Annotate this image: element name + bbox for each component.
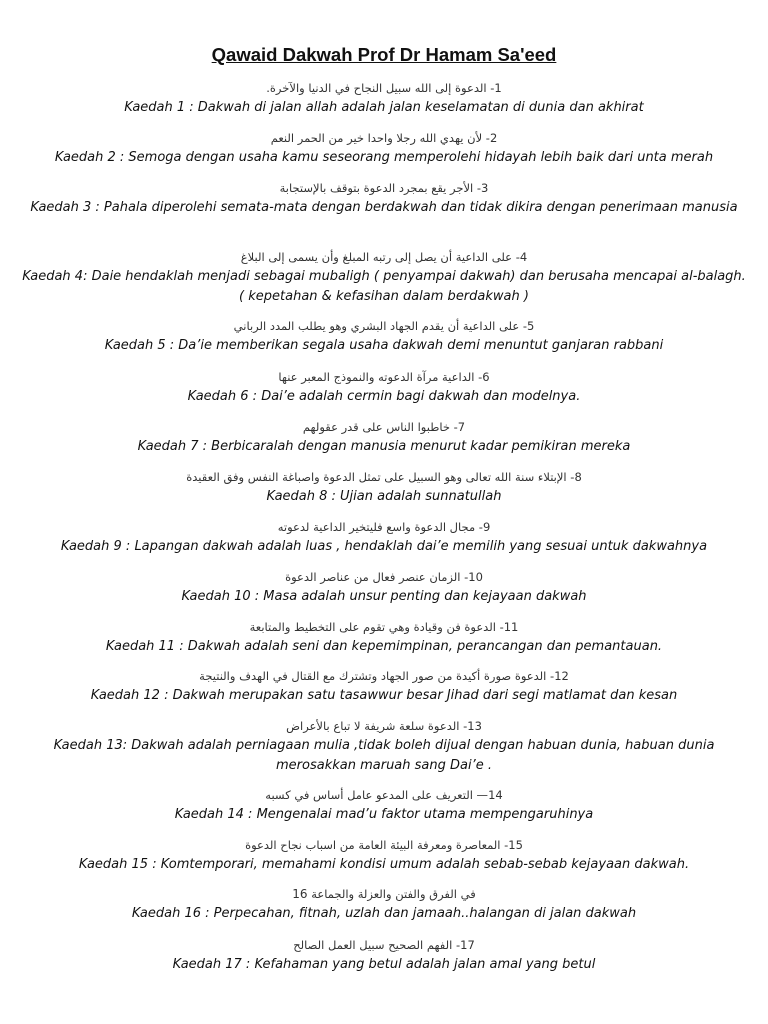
rule-malay: Kaedah 3 : Pahala diperolehi semata-mata dengan berdakwah dan tidak dikira dengan penerimaan manusia — [30, 200, 738, 215]
rule-11 — [20, 619, 748, 657]
rule-10 — [20, 569, 748, 607]
rule-12 — [20, 668, 748, 706]
rule-arabic: 5- على الداعية أن يقدم الجهاد البشري وهو يطلب المدد الرباني — [233, 319, 535, 333]
rule-malay: Kaedah 16 : Perpecahan, fitnah, uzlah dan jamaah..halangan di jalan dakwah — [131, 906, 637, 921]
rule-malay: Kaedah 8 : Ujian adalah sunnatullah — [266, 489, 502, 504]
rule-arabic: 2- لأن يهدي الله رجلا واحدا خير من الحمر النعم — [270, 131, 498, 145]
rule-14 — [20, 787, 748, 825]
rule-malay: Kaedah 7 : Berbicaralah dengan manusia menurut kadar pemikiran mereka — [137, 439, 631, 454]
rule-malay: Kaedah 6 : Dai’e adalah cermin bagi dakwah dan modelnya. — [187, 389, 581, 404]
rule-malay: Kaedah 5 : Da’ie memberikan segala usaha dakwah demi menuntut ganjaran rabbani — [104, 338, 664, 353]
rule-16 — [20, 886, 748, 924]
rule-malay: Kaedah 11 : Dakwah adalah seni dan kepemimpinan, perancangan dan pemantauan. — [105, 639, 663, 654]
rule-arabic: 14— التعريف على المدعو عامل أساس في كسبه — [265, 788, 503, 802]
rule-malay: Kaedah 2 : Semoga dengan usaha kamu seseorang memperolehi hidayah lebih baik dari unta merah — [54, 150, 714, 165]
rule-malay: Kaedah 10 : Masa adalah unsur penting dan kejayaan dakwah — [181, 589, 587, 604]
rule-5 — [20, 318, 748, 356]
rule-number: 16 — [292, 887, 308, 901]
rule-6 — [20, 369, 748, 407]
rule-15 — [20, 837, 748, 875]
rule-8 — [20, 469, 748, 507]
rule-malay: Kaedah 4: Daie hendaklah menjadi sebagai mubaligh ( penyampai dakwah) dan berusaha mencapai al-balagh. ( kepetahan & kefasihan dalam berdakwah ) — [22, 269, 746, 304]
rule-malay: Kaedah 15 : Komtemporari, memahami kondisi umum adalah sebab-sebab kejayaan dakwah. — [78, 857, 690, 872]
rule-malay: Kaedah 17 : Kefahaman yang betul adalah jalan amal yang betul — [172, 957, 596, 972]
rule-arabic: 9- مجال الدعوة واسع فليتخير الداعية لدعوته — [277, 520, 491, 534]
rule-malay: Kaedah 12 : Dakwah merupakan satu tasawwur besar Jihad dari segi matlamat dan kesan — [90, 688, 678, 703]
rule-4 — [20, 249, 748, 306]
rule-3 — [20, 180, 748, 218]
rule-arabic: 15- المعاصرة ومعرفة البيئة العامة من اسباب نجاح الدعوة — [245, 838, 523, 852]
page-title: Qawaid Dakwah Prof Dr Hamam Sa'eed — [211, 44, 557, 65]
rule-13 — [20, 718, 748, 775]
rule-17 — [20, 937, 748, 975]
rule-arabic: 12- الدعوة صورة أكيدة من صور الجهاد وتشترك مع القتال في الهدف والنتيجة — [199, 669, 569, 683]
rule-arabic: 3- الأجر يقع بمجرد الدعوة بتوقف بالإستجابة — [279, 181, 489, 195]
rule-malay: Kaedah 1 : Dakwah di jalan allah adalah jalan keselamatan di dunia dan akhirat — [124, 100, 644, 115]
rule-arabic: 8- الإبتلاء سنة الله تعالى وهو السبيل على تمثل الدعوة واصباغة النفس وفق العقيدة — [186, 470, 582, 484]
rule-malay: Kaedah 14 : Mengenalai mad’u faktor utama mempengaruhinya — [174, 807, 594, 822]
rule-2 — [20, 130, 748, 168]
rule-arabic: 13- الدعوة سلعة شريفة لا تباع بالأعراض — [286, 719, 482, 733]
rule-malay: Kaedah 13: Dakwah adalah perniagaan mulia ,tidak boleh dijual dengan habuan dunia, habuan dunia merosakkan maruah sang Dai’e . — [53, 738, 715, 773]
rule-arabic: 6- الداعية مرآة الدعوته والنموذج المعبر عنها — [278, 370, 490, 384]
rule-arabic — [20, 886, 748, 902]
rule-7 — [20, 419, 748, 457]
rule-9 — [20, 519, 748, 557]
rule-arabic: 11- الدعوة فن وقيادة وهي تقوم على التخطيط والمتابعة — [249, 620, 519, 634]
rule-arabic-text: في الفرق والفتن والعزلة والجماعة — [311, 887, 476, 901]
rule-malay: Kaedah 9 : Lapangan dakwah adalah luas , hendaklah dai’e memilih yang sesuai untuk dakwahnya — [60, 539, 708, 554]
rule-arabic: 1- الدعوة إلى الله سبيل النجاح في الدنيا والآخرة. — [266, 81, 502, 95]
rule-1 — [20, 80, 748, 118]
rule-arabic: 7- خاطبوا الناس على قدر عقولهم — [302, 420, 466, 434]
rule-arabic: 10- الزمان عنصر فعال من عناصر الدعوة — [285, 570, 483, 584]
rule-arabic: 4- على الداعية أن يصل إلى رتبه المبلغ وأن يسمى إلى البلاغ — [240, 250, 528, 264]
rule-arabic: 17- الفهم الصحيح سبيل العمل الصالح — [293, 938, 475, 952]
